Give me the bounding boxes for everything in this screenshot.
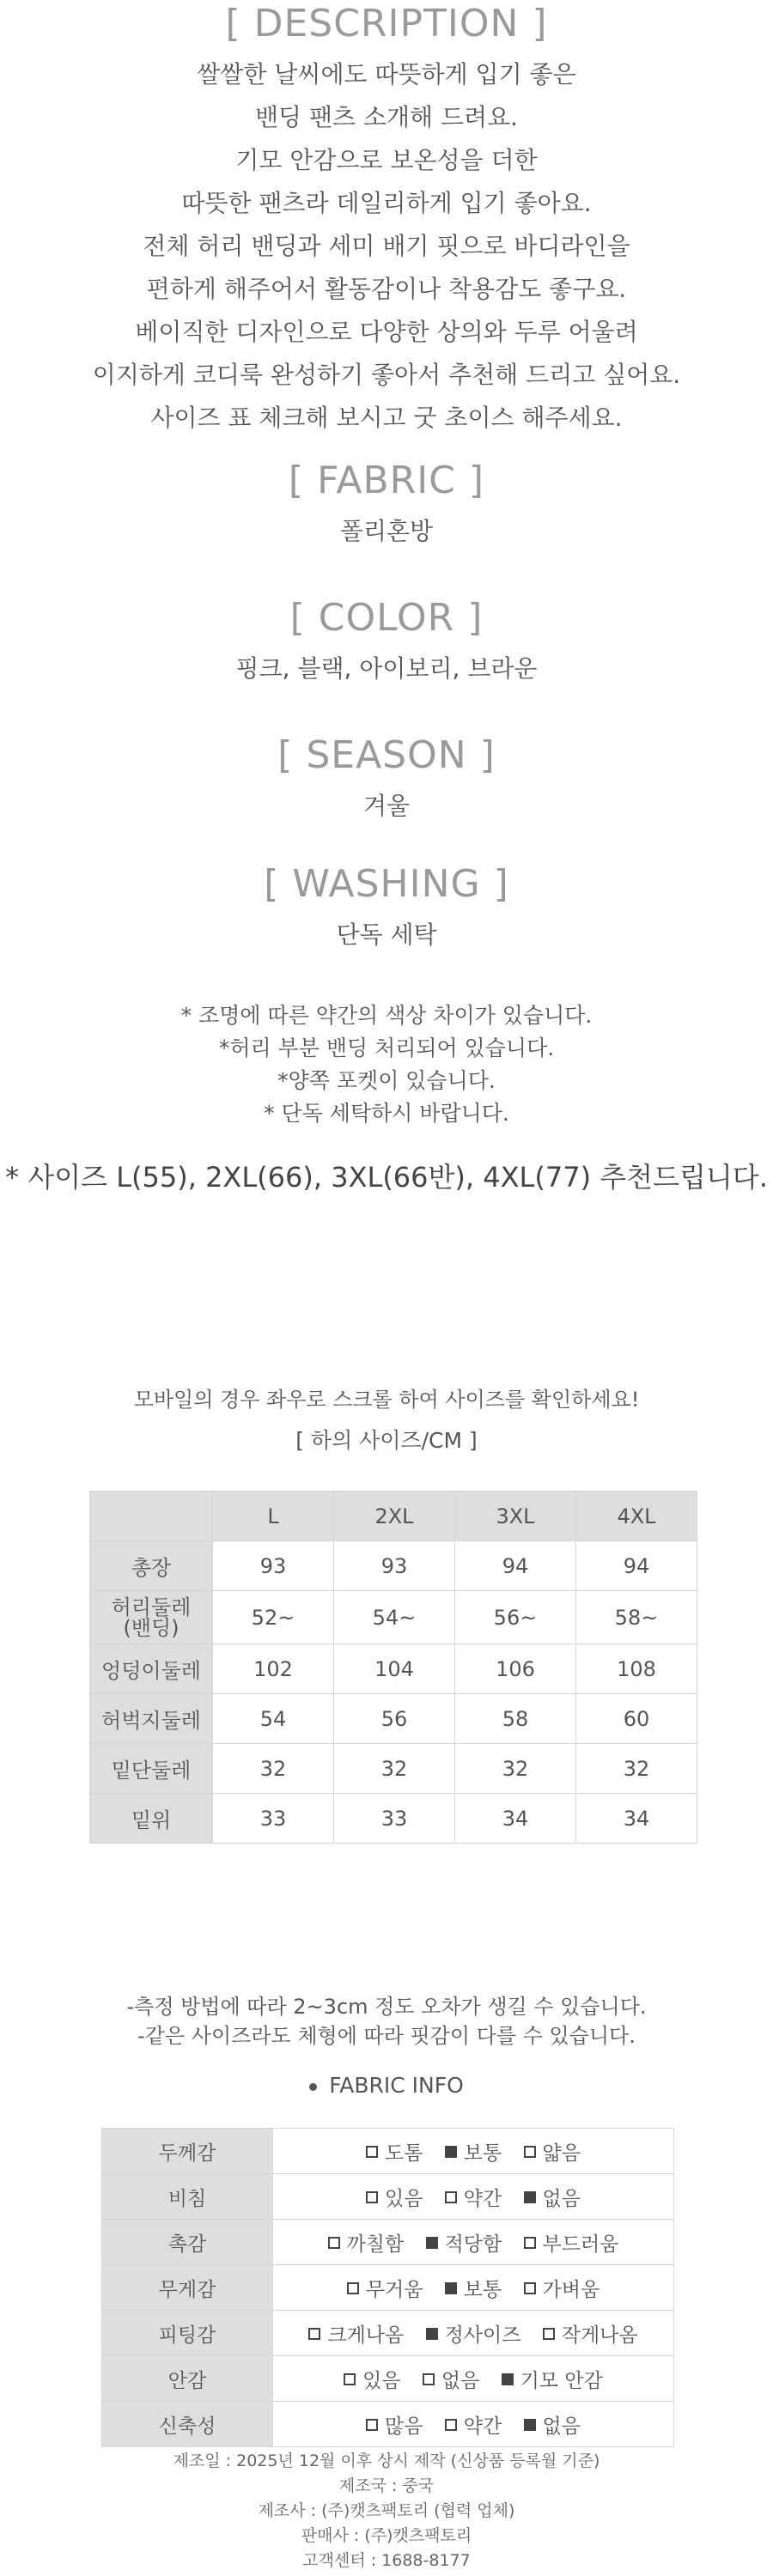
option-label: 약간 [463, 2415, 502, 2438]
description-heading: [ DESCRIPTION ] [225, 2, 548, 46]
description-line: 베이직한 디자인으로 다양한 상의와 두루 어울려 [135, 318, 638, 346]
care-note: * 조명에 따른 약간의 색상 차이가 있습니다. [180, 1003, 593, 1028]
size-column-header: L [213, 1492, 334, 1541]
option-label: 없음 [441, 2369, 480, 2392]
mobile-scroll-note: 모바일의 경우 좌우로 스크롤 하여 사이즈를 확인하세요! [133, 1388, 640, 1412]
footer-line: 제조일 : 2025년 12월 이후 상시 제작 (신상품 등록월 기준) [173, 2451, 600, 2470]
checkbox-icon [543, 2328, 555, 2340]
size-cell: 54~ [334, 1591, 455, 1644]
size-column-header: 2XL [334, 1492, 455, 1541]
checkbox-icon [328, 2237, 340, 2249]
size-cell: 34 [576, 1794, 697, 1844]
size-cell: 58 [455, 1694, 576, 1744]
option-label: 가벼움 [542, 2278, 600, 2301]
size-cell: 94 [455, 1541, 576, 1591]
fabric-option [347, 2274, 423, 2302]
fabric-option [445, 2274, 502, 2302]
size-cell: 108 [576, 1644, 697, 1694]
description-line: 이지하게 코디룩 완성하기 좋아서 추천해 드리고 싶어요. [92, 361, 681, 389]
size-cell: 33 [213, 1794, 334, 1844]
season-value: 겨울 [362, 792, 411, 820]
fabric-row-options [273, 2220, 674, 2265]
fabric-value: 폴리혼방 [339, 517, 434, 545]
option-label: 얇음 [542, 2142, 581, 2165]
table-row [102, 2356, 674, 2402]
size-cell: 33 [334, 1794, 455, 1844]
color-heading: [ COLOR ] [289, 596, 484, 640]
size-table-corner [90, 1492, 213, 1541]
fabric-row-label: 촉감 [102, 2220, 273, 2265]
table-row [102, 2402, 674, 2447]
size-cell: 34 [455, 1794, 576, 1844]
care-notes [0, 999, 773, 1130]
checkbox-icon [524, 2146, 536, 2158]
size-row-label: 밑위 [90, 1794, 213, 1844]
size-cell: 102 [213, 1644, 334, 1694]
description-line: 기모 안감으로 보온성을 더한 [235, 146, 538, 174]
fabric-row-label: 두께감 [102, 2129, 273, 2174]
option-label: 크게나옴 [327, 2324, 405, 2347]
option-label: 정사이즈 [444, 2324, 521, 2347]
bullet-icon [309, 2083, 317, 2091]
description-line: 밴딩 팬츠 소개해 드려요. [254, 103, 519, 131]
table-row [102, 2220, 674, 2265]
option-label: 부드러움 [542, 2233, 619, 2256]
fabric-option [366, 2410, 423, 2439]
table-row [90, 1541, 697, 1591]
checkbox-icon [445, 2419, 457, 2431]
checkbox-checked-icon [502, 2373, 514, 2385]
size-cell: 94 [576, 1541, 697, 1591]
checkbox-icon [423, 2373, 435, 2385]
size-column-header: 3XL [455, 1492, 576, 1541]
fabric-option [524, 2183, 581, 2211]
checkbox-icon [366, 2419, 378, 2431]
table-row [90, 1694, 697, 1744]
option-label: 적당함 [444, 2233, 502, 2256]
table-row [90, 1794, 697, 1844]
option-label: 까칠함 [346, 2233, 405, 2256]
size-cell: 56 [334, 1694, 455, 1744]
fabric-option [543, 2319, 638, 2348]
fabric-info-title [0, 2073, 773, 2098]
checkbox-icon [344, 2373, 356, 2385]
size-cell: 32 [334, 1744, 455, 1794]
size-row-label: 엉덩이둘레 [90, 1644, 213, 1694]
size-cell: 93 [213, 1541, 334, 1591]
size-row-label: 허벅지둘레 [90, 1694, 213, 1744]
fabric-option [426, 2228, 502, 2257]
description-line: 쌀쌀한 날씨에도 따뜻하게 입기 좋은 [197, 60, 576, 88]
care-note: *허리 부분 밴딩 처리되어 있습니다. [218, 1036, 555, 1060]
option-label: 없음 [542, 2415, 581, 2438]
table-row [90, 1591, 697, 1644]
fabric-info-title-text: FABRIC INFO [329, 2073, 464, 2098]
table-row [102, 2174, 674, 2220]
fabric-heading: [ FABRIC ] [288, 459, 485, 502]
size-column-header: 4XL [576, 1492, 697, 1541]
fabric-option [445, 2410, 502, 2439]
fabric-row-label: 피팅감 [102, 2311, 273, 2356]
fabric-option [366, 2137, 423, 2166]
size-cell: 54 [213, 1694, 334, 1744]
size-cell: 60 [576, 1694, 697, 1744]
color-value: 핑크, 블랙, 아이보리, 브라운 [235, 654, 538, 683]
checkbox-checked-icon [445, 2146, 457, 2158]
fabric-option [524, 2137, 581, 2166]
option-label: 약간 [463, 2187, 502, 2210]
footer-line: 판매사 : (주)캣츠팩토리 [301, 2526, 472, 2545]
table-row [102, 2129, 674, 2174]
size-cell: 58~ [576, 1591, 697, 1644]
care-note: *양쪽 포켓이 있습니다. [277, 1068, 496, 1093]
size-table-title: [ 하의 사이즈/CM ] [295, 1428, 478, 1453]
size-cell: 93 [334, 1541, 455, 1591]
size-table [89, 1491, 697, 1844]
fabric-option [445, 2137, 502, 2166]
checkbox-icon [524, 2237, 536, 2249]
measure-note: -측정 방법에 따라 2~3cm 정도 오차가 생길 수 있습니다. [126, 1995, 647, 2019]
fabric-option [366, 2183, 423, 2211]
fabric-row-options [273, 2265, 674, 2311]
option-label: 있음 [385, 2187, 423, 2210]
table-row [90, 1744, 697, 1794]
checkbox-icon [524, 2282, 536, 2294]
size-row-label: 총장 [90, 1541, 213, 1591]
fabric-row-options [273, 2129, 674, 2174]
size-recommendation: * 사이즈 L(55), 2XL(66), 3XL(66반), 4XL(77) 추천드립니다. [5, 1161, 768, 1194]
checkbox-icon [445, 2191, 457, 2203]
option-label: 무거움 [365, 2278, 423, 2301]
checkbox-checked-icon [445, 2282, 457, 2294]
option-label: 없음 [542, 2187, 581, 2210]
fabric-option [445, 2183, 502, 2211]
checkbox-icon [366, 2146, 378, 2158]
washing-value: 단독 세탁 [336, 920, 437, 949]
fabric-option [308, 2319, 404, 2348]
care-note: * 단독 세탁하시 바랍니다. [264, 1101, 509, 1126]
size-cell: 106 [455, 1644, 576, 1694]
fabric-option [524, 2410, 581, 2439]
description-line: 전체 허리 밴딩과 세미 배기 핏으로 바디라인을 [143, 232, 630, 260]
fabric-row-label: 무게감 [102, 2265, 273, 2311]
description-line: 따뜻한 팬츠라 데일리하게 입기 좋아요. [181, 189, 592, 217]
fabric-option [426, 2319, 521, 2348]
size-row-label: 밑단둘레 [90, 1744, 213, 1794]
measure-note: -같은 사이즈라도 체형에 따라 핏감이 다를 수 있습니다. [137, 2024, 636, 2048]
size-row-label: 허리둘레 (밴딩) [90, 1591, 213, 1644]
size-cell: 32 [213, 1744, 334, 1794]
size-cell: 32 [576, 1744, 697, 1794]
size-cell: 56~ [455, 1591, 576, 1644]
checkbox-checked-icon [426, 2328, 438, 2340]
checkbox-icon [366, 2191, 378, 2203]
description-body [0, 53, 773, 440]
description-line: 편하게 해주어서 활동감이나 착용감도 좋구요. [146, 275, 627, 303]
fabric-row-label: 비침 [102, 2174, 273, 2220]
fabric-option [502, 2365, 603, 2393]
checkbox-checked-icon [524, 2191, 536, 2203]
fabric-row-label: 신축성 [102, 2402, 273, 2447]
fabric-row-options [273, 2174, 674, 2220]
season-heading: [ SEASON ] [277, 733, 496, 777]
table-row [102, 2265, 674, 2311]
fabric-row-options [273, 2356, 674, 2402]
option-label: 작게나옴 [561, 2324, 638, 2347]
size-cell: 52~ [213, 1591, 334, 1644]
fabric-row-options [273, 2311, 674, 2356]
fabric-option [524, 2228, 619, 2257]
checkbox-icon [308, 2328, 320, 2340]
product-info-footer [0, 2449, 773, 2573]
washing-heading: [ WASHING ] [264, 862, 509, 906]
fabric-option [524, 2274, 600, 2302]
fabric-option [423, 2365, 479, 2393]
footer-line: 제조국 : 중국 [338, 2476, 435, 2495]
checkbox-checked-icon [524, 2419, 536, 2431]
option-label: 도톰 [385, 2142, 423, 2165]
table-row [90, 1644, 697, 1694]
fabric-option [328, 2228, 405, 2257]
table-row [102, 2311, 674, 2356]
measure-notes [0, 1992, 773, 2050]
footer-line: 고객센터 : 1688-8177 [302, 2551, 471, 2570]
checkbox-icon [347, 2282, 359, 2294]
checkbox-checked-icon [426, 2237, 438, 2249]
size-cell: 32 [455, 1744, 576, 1794]
fabric-option [344, 2365, 400, 2393]
footer-line: 제조사 : (주)캣츠팩토리 (협력 업체) [258, 2501, 515, 2520]
option-label: 있음 [362, 2369, 401, 2392]
option-label: 보통 [463, 2142, 502, 2165]
fabric-row-label: 안감 [102, 2356, 273, 2402]
description-line: 사이즈 표 체크해 보시고 굿 초이스 해주세요. [150, 404, 623, 432]
option-label: 기모 안감 [520, 2369, 603, 2392]
fabric-row-options [273, 2402, 674, 2447]
option-label: 보통 [463, 2278, 502, 2301]
fabric-info-table [101, 2128, 674, 2447]
size-cell: 104 [334, 1644, 455, 1694]
option-label: 많음 [385, 2415, 423, 2438]
size-table-header-row [90, 1492, 697, 1541]
